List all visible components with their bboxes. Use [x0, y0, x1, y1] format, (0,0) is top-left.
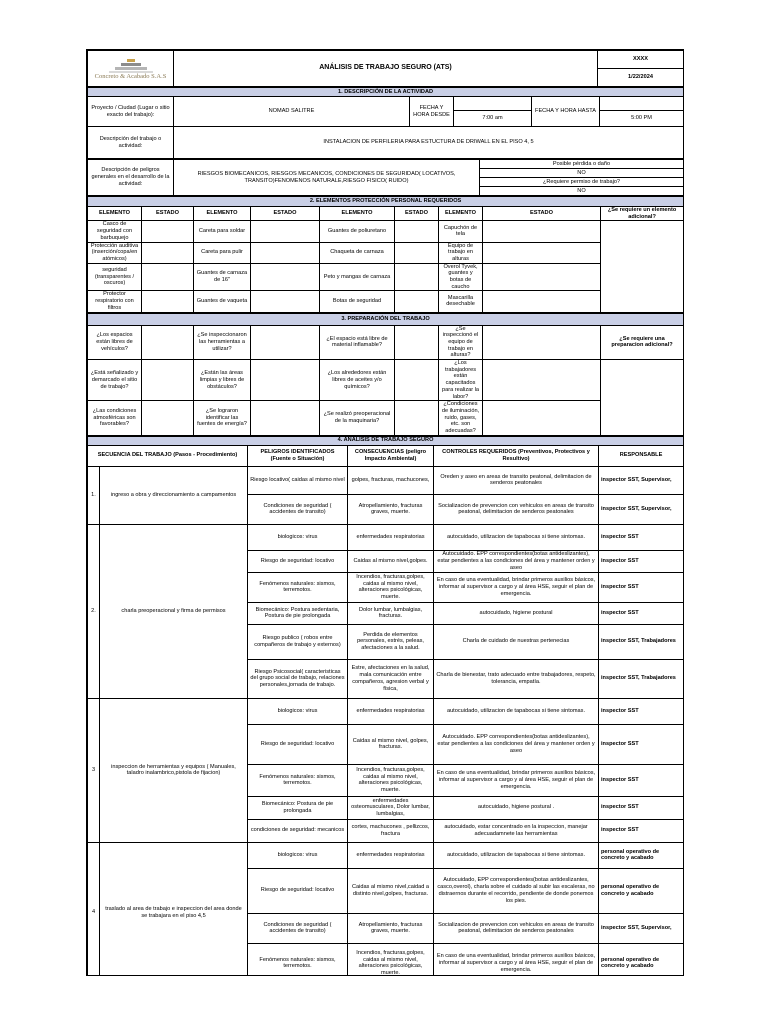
consecuencia-cell: enfermedades osteomusculares, Dolor lumbar, lumbalgias,: [348, 796, 434, 819]
posible-value: NO: [480, 169, 684, 178]
peligro-cell: Biomecánico: Postura de pie prolongada: [248, 796, 348, 819]
header-table: [87, 50, 684, 87]
epp-state: [251, 242, 320, 263]
col-estado-1: ESTADO: [142, 207, 194, 221]
peligro-cell: Fenómenos naturales: sismos, terremotos.: [248, 943, 348, 976]
step-number: 2.: [88, 524, 100, 698]
peligro-cell: Riesgo publico ( robos entre compañeros de trabajo y externos): [248, 624, 348, 659]
col-estado-4: ESTADO: [483, 207, 601, 221]
section3-table: [87, 313, 684, 436]
peligro-cell: Condiciones de seguridad ( accidentes de transito): [248, 494, 348, 524]
epp-item: seguridad (transparentes / oscuros): [88, 263, 142, 291]
consecuencia-cell: enfermedades respiratorias: [348, 842, 434, 868]
document-date: 1/22/2024: [598, 69, 684, 87]
peligro-cell: Fenómenos naturales: sismos, terremotos.: [248, 764, 348, 796]
consecuencia-cell: Estre, afectaciones en la salud, mala comunicación entre compañeros, agresion verbal y física,: [348, 659, 434, 698]
control-cell: autocuidado, utilizacion de tapabocas si tiene sintomas.: [434, 842, 599, 868]
control-cell: Autocuidado. EPP correspondientes(botas antideslizantes), estar pendientes a las condiciones del área y mantener orden y aseo: [434, 724, 599, 764]
desc-label: Descripción del trabajo o actividad:: [88, 127, 174, 159]
section2-table: [87, 196, 684, 313]
peligro-cell: Riesgo de seguridad: locativo: [248, 724, 348, 764]
section1-table: [87, 87, 684, 159]
control-cell: autocuidado, utilizacion de tapabocas si tiene sintomas.: [434, 524, 599, 550]
control-cell: En caso de una eventualidad, brindar primeros auxilios básicos, informar al supervisor a cargo y al área HSE, seguir el plan de emergencia.: [434, 572, 599, 602]
control-cell: Socializacion de prevencion con vehiculos en areas de transito peatonal, delimitacion de senderos peatonales: [434, 913, 599, 943]
step-number: 3: [88, 698, 100, 842]
prep-state: [395, 360, 439, 401]
consecuencia-cell: enfermedades respiratorias: [348, 698, 434, 724]
ats-document: [86, 49, 684, 976]
prep-answer: [601, 360, 684, 436]
section1-title: 1. DESCRIPCIÓN DE LA ACTIVIDAD: [88, 88, 684, 97]
document-code: XXXX: [598, 51, 684, 69]
epp-item: Guantes de poliuretano: [320, 221, 395, 242]
col-estado-2: ESTADO: [251, 207, 320, 221]
epp-item: Casco de seguridad con barbuquejo: [88, 221, 142, 242]
prep-item: ¿Los trabajadores están capacitados para realizar la labor?: [439, 360, 483, 401]
prep-state: [395, 325, 439, 360]
prep-item: ¿Condiciones de iluminación, ruido, gases, etc. son adecuadas?: [439, 401, 483, 436]
epp-item: Careta para soldar: [194, 221, 251, 242]
responsable-cell: inspector SST: [599, 819, 684, 842]
control-cell: Socializacion de prevencion con vehiculos en areas de transito peatonal, delimitacion de senderos peatonales: [434, 494, 599, 524]
responsable-cell: inspector SST, Trabajadores: [599, 624, 684, 659]
epp-item: Careta para pulir: [194, 242, 251, 263]
peligro-cell: Condiciones de seguridad ( accidentes de transito): [248, 913, 348, 943]
prep-state: [251, 360, 320, 401]
responsable-cell: inspector SST: [599, 602, 684, 624]
consecuencia-cell: Caidas al mismo nivel, golpes, fracturas.: [348, 724, 434, 764]
section4-table: [87, 436, 684, 976]
responsable-cell: inspector SST, Supervisor,: [599, 466, 684, 494]
responsable-cell: inspector SST: [599, 796, 684, 819]
col-secuencia: SECUENCIA DEL TRABAJO (Pasos - Procedimiento): [88, 445, 248, 466]
peligro-cell: biologicos: virus: [248, 842, 348, 868]
epp-state: [142, 221, 194, 242]
control-cell: Autocuidado. EPP correspondientes(botas antideslizantes), estar pendientes a las condiciones del área y mantener orden y aseo: [434, 550, 599, 572]
epp-state: [483, 291, 601, 312]
peligros-label: Descripción de peligros generales en el desarrollo de la actividad:: [88, 160, 174, 196]
fecha-hasta-label: FECHA Y HORA HASTA: [532, 97, 600, 127]
epp-item: Botas de seguridad: [320, 291, 395, 312]
consecuencia-cell: Caidas al mismo nivel,caidad a distinto nivel,golpes, fracturas.: [348, 868, 434, 913]
epp-item: Mascarilla desechable: [439, 291, 483, 312]
col-peligros: PELIGROS IDENTIFICADOS (Fuente o Situación): [248, 445, 348, 466]
consecuencia-cell: enfermedades respiratorias: [348, 524, 434, 550]
prep-item: ¿Están las áreas limpias y libres de obstáculos?: [194, 360, 251, 401]
project-label: Proyecto / Ciudad (Lugar o sitio exacto del trabajo):: [88, 97, 174, 127]
control-cell: autocuidado, utilizacion de tapabocas si tiene sintomas.: [434, 698, 599, 724]
epp-state: [395, 221, 439, 242]
epp-item: Guantes de vaqueta: [194, 291, 251, 312]
prep-item: ¿Está señalizado y demarcado el sitio de trabajo?: [88, 360, 142, 401]
peligro-cell: biologicos: virus: [248, 524, 348, 550]
consecuencia-cell: Incendios, fracturas,golpes, caidas al mismo nivel, alteraciones psicológicas, muerte.: [348, 572, 434, 602]
prep-state: [483, 401, 601, 436]
responsable-cell: personal operativo de concreto y acabado: [599, 943, 684, 976]
peligro-cell: Riesgo de seguridad: locativo: [248, 868, 348, 913]
step-description: ingreso a obra y direccionamiento a campamentos: [100, 466, 248, 524]
company-logo: [88, 51, 174, 87]
epp-state: [395, 242, 439, 263]
prep-item: ¿Se inspeccionaron las herramientas a utilizar?: [194, 325, 251, 360]
epp-state: [395, 291, 439, 312]
section2-title: 2. ELEMENTOS PROTECCIÓN PERSONAL REQUERIDOS: [88, 197, 684, 207]
peligro-cell: biologicos: virus: [248, 698, 348, 724]
peligro-cell: Fenómenos naturales: sismos, terremotos.: [248, 572, 348, 602]
step-number: 4: [88, 842, 100, 976]
consecuencia-cell: golpes, fracturas, machucones,: [348, 466, 434, 494]
posible-label: Posible pérdida o daño: [480, 160, 684, 169]
responsable-cell: inspector SST: [599, 524, 684, 550]
ats-row: [88, 698, 684, 724]
document-title: ANÁLISIS DE TRABAJO SEGURO (ATS): [174, 51, 598, 87]
prep-item: ¿Se inspeccionó el equipo de trabajo en alturas?: [439, 325, 483, 360]
responsable-cell: personal operativo de concreto y acabado: [599, 868, 684, 913]
logo-text: Concreto & Acabado S.A.S: [94, 72, 167, 80]
control-cell: En caso de una eventualidad, brindar primeros auxilios básicos, informar al supervisor a cargo y al área HSE, seguir el plan de emergencia.: [434, 764, 599, 796]
permiso-value: NO: [480, 187, 684, 196]
peligro-cell: condiciones de seguridad: mecanicos: [248, 819, 348, 842]
peligro-cell: Riesgo locativo( caidas al mismo nivel: [248, 466, 348, 494]
section4-title: 4. ANÁLISIS DE TRABAJO SEGURO: [88, 436, 684, 445]
prep-item: ¿Se lograron identificar las fuentes de energía?: [194, 401, 251, 436]
col-elemento-3: ELEMENTO: [320, 207, 395, 221]
col-consecuencias: CONSECUENCIAS (peligro Impacto Ambiental): [348, 445, 434, 466]
permiso-label: ¿Requiere permiso de trabajo?: [480, 178, 684, 187]
step-description: charla preoperacional y firma de permisos: [100, 524, 248, 698]
epp-state: [251, 263, 320, 291]
prep-state: [395, 401, 439, 436]
epp-state: [483, 242, 601, 263]
col-elemento-1: ELEMENTO: [88, 207, 142, 221]
fecha-hasta-value: 5:00 PM: [600, 111, 684, 127]
control-cell: Charla de cuidado de nuestras pertenecias: [434, 624, 599, 659]
epp-item: Guantes de carnaza de 16": [194, 263, 251, 291]
epp-item: Chaqueta de carnaza: [320, 242, 395, 263]
epp-state: [483, 221, 601, 242]
fecha-desde-label: FECHA Y HORA DESDE: [410, 97, 454, 127]
peligro-cell: Riesgo Psicosocial( caracteristicas del grupo social de trabajo, relaciones personales,jornada de trabajo.: [248, 659, 348, 698]
ats-body: [88, 466, 684, 976]
responsable-cell: inspector SST: [599, 572, 684, 602]
col-elemento-2: ELEMENTO: [194, 207, 251, 221]
responsable-cell: inspector SST, Supervisor,: [599, 494, 684, 524]
fecha-hasta-blank: [600, 97, 684, 111]
prep-state: [142, 325, 194, 360]
project-value: NOMAD SALITRE: [174, 97, 410, 127]
control-cell: En caso de una eventualidad, brindar primeros auxilios básicos, informar al supervisor a cargo y al área HSE, seguir el plan de emergencia.: [434, 943, 599, 976]
peligro-cell: Biomecánico: Postura sedentaria, Postura de pie prolongada: [248, 602, 348, 624]
section3-title: 3. PREPARACIÓN DEL TRABAJO: [88, 313, 684, 325]
section1-peligros-table: [87, 159, 684, 196]
peligros-value: RIESGOS BIOMECANICOS, RIESGOS MECANICOS, CONDICIONES DE SEGURIDAD( LOCATIVOS, TRANSITO)FENOMENOS NATURALE,RIESGO FISICO( RUIDO): [174, 160, 480, 196]
prep-state: [142, 401, 194, 436]
peligro-cell: Riesgo de seguridad: locativo: [248, 550, 348, 572]
prep-item: ¿Los espacios están libres de vehículos?: [88, 325, 142, 360]
prep-state: [142, 360, 194, 401]
consecuencia-cell: Incendios, fracturas,golpes, caidas al mismo nivel, alteraciones psicológicas, muerte.: [348, 764, 434, 796]
logo-mark-icon: [109, 59, 153, 73]
responsable-cell: inspector SST: [599, 764, 684, 796]
consecuencia-cell: Atropellamiento, fracturas graves, muerte.: [348, 494, 434, 524]
step-number: 1.: [88, 466, 100, 524]
epp-item: Overol Tyvek, guantes y botas de caucho: [439, 263, 483, 291]
responsable-cell: inspector SST: [599, 724, 684, 764]
control-cell: Charla de bienestar, trato adecuado entre trabajadores, respeto, tolerancia, empatía.: [434, 659, 599, 698]
prep-item: ¿Se realizó preoperacional de la maquinaria?: [320, 401, 395, 436]
prep-state: [483, 360, 601, 401]
ats-row: [88, 466, 684, 494]
epp-answer: [601, 221, 684, 312]
consecuencia-cell: Dolor lumbar, lumbalgias, fracturas.: [348, 602, 434, 624]
epp-state: [483, 263, 601, 291]
epp-item: Peto y mangas de carnaza: [320, 263, 395, 291]
col-elemento-4: ELEMENTO: [439, 207, 483, 221]
prep-state: [251, 401, 320, 436]
prep-state: [483, 325, 601, 360]
epp-state: [251, 291, 320, 312]
control-cell: autocuidado, higiene postural .: [434, 796, 599, 819]
consecuencia-cell: Caidas al mismo nivel,golpes.: [348, 550, 434, 572]
epp-question: ¿Se requiere un elemento adicional?: [601, 207, 684, 221]
epp-state: [142, 263, 194, 291]
col-controles: CONTROLES REQUERIDOS (Preventivos, Protectivos y Resultivo): [434, 445, 599, 466]
col-estado-3: ESTADO: [395, 207, 439, 221]
responsable-cell: inspector SST, Trabajadores: [599, 659, 684, 698]
fecha-desde-blank: [454, 97, 532, 111]
epp-state: [251, 221, 320, 242]
responsable-cell: inspector SST, Supervisor,: [599, 913, 684, 943]
epp-state: [395, 263, 439, 291]
epp-item: Capuchón de tela: [439, 221, 483, 242]
prep-item: ¿El espacio está libre de material inflamable?: [320, 325, 395, 360]
control-cell: autocuidado, higiene postural: [434, 602, 599, 624]
prep-question: ¿Se requiere una preparacion adicional?: [601, 325, 684, 360]
desc-value: INSTALACION DE PERFILERIA PARA ESTUCTURA DE DRIWALL EN EL PISO 4, 5: [174, 127, 684, 159]
control-cell: autocuidado, estar concentrado en la inspeccion, manejar adecuadamnete las herramientas: [434, 819, 599, 842]
prep-state: [251, 325, 320, 360]
prep-item: ¿Las condiciones atmosféricas son favorables?: [88, 401, 142, 436]
prep-item: ¿Los alrededores están libres de aceites y/o químicos?: [320, 360, 395, 401]
consecuencia-cell: Perdida de elementos personales, estrés, peleas, afectaciones a la salud.: [348, 624, 434, 659]
epp-state: [142, 291, 194, 312]
step-description: traslado al area de trabajo e inspeccion del area donde se trabajara en el piso 4,5: [100, 842, 248, 976]
consecuencia-cell: Incendios, fracturas,golpes, caidas al mismo nivel, alteraciones psicológicas, muerte.: [348, 943, 434, 976]
col-responsable: RESPONSABLE: [599, 445, 684, 466]
control-cell: Oreden y aseo en areas de transito peatonal, delimitacion de senderos peatonales: [434, 466, 599, 494]
consecuencia-cell: Atropellamiento, fracturas graves, muerte.: [348, 913, 434, 943]
fecha-desde-value: 7:00 am: [454, 111, 532, 127]
responsable-cell: personal operativo de concreto y acabado: [599, 842, 684, 868]
epp-item: Protección auditiva (inserción/copa/en atómicos): [88, 242, 142, 263]
ats-row: [88, 842, 684, 868]
epp-item: Protector respiratorio con filtros: [88, 291, 142, 312]
step-description: inspeccion de herramientas y equipos ( Manuales, taladro inalambrico,pistola de fijacion): [100, 698, 248, 842]
ats-row: [88, 524, 684, 550]
epp-state: [142, 242, 194, 263]
epp-item: Equipo de trabajo en alturas: [439, 242, 483, 263]
responsable-cell: inspector SST: [599, 698, 684, 724]
responsable-cell: inspector SST: [599, 550, 684, 572]
control-cell: Autocuidado, EPP correspondientes(botas antideslizantes, casco,overol), charla sobre el cuidado al subir las escaleras, no distraernos durante el recorrido, pendiente de donde ponemos los pies.: [434, 868, 599, 913]
consecuencia-cell: cortes, machucones , pellizcos, fractura: [348, 819, 434, 842]
